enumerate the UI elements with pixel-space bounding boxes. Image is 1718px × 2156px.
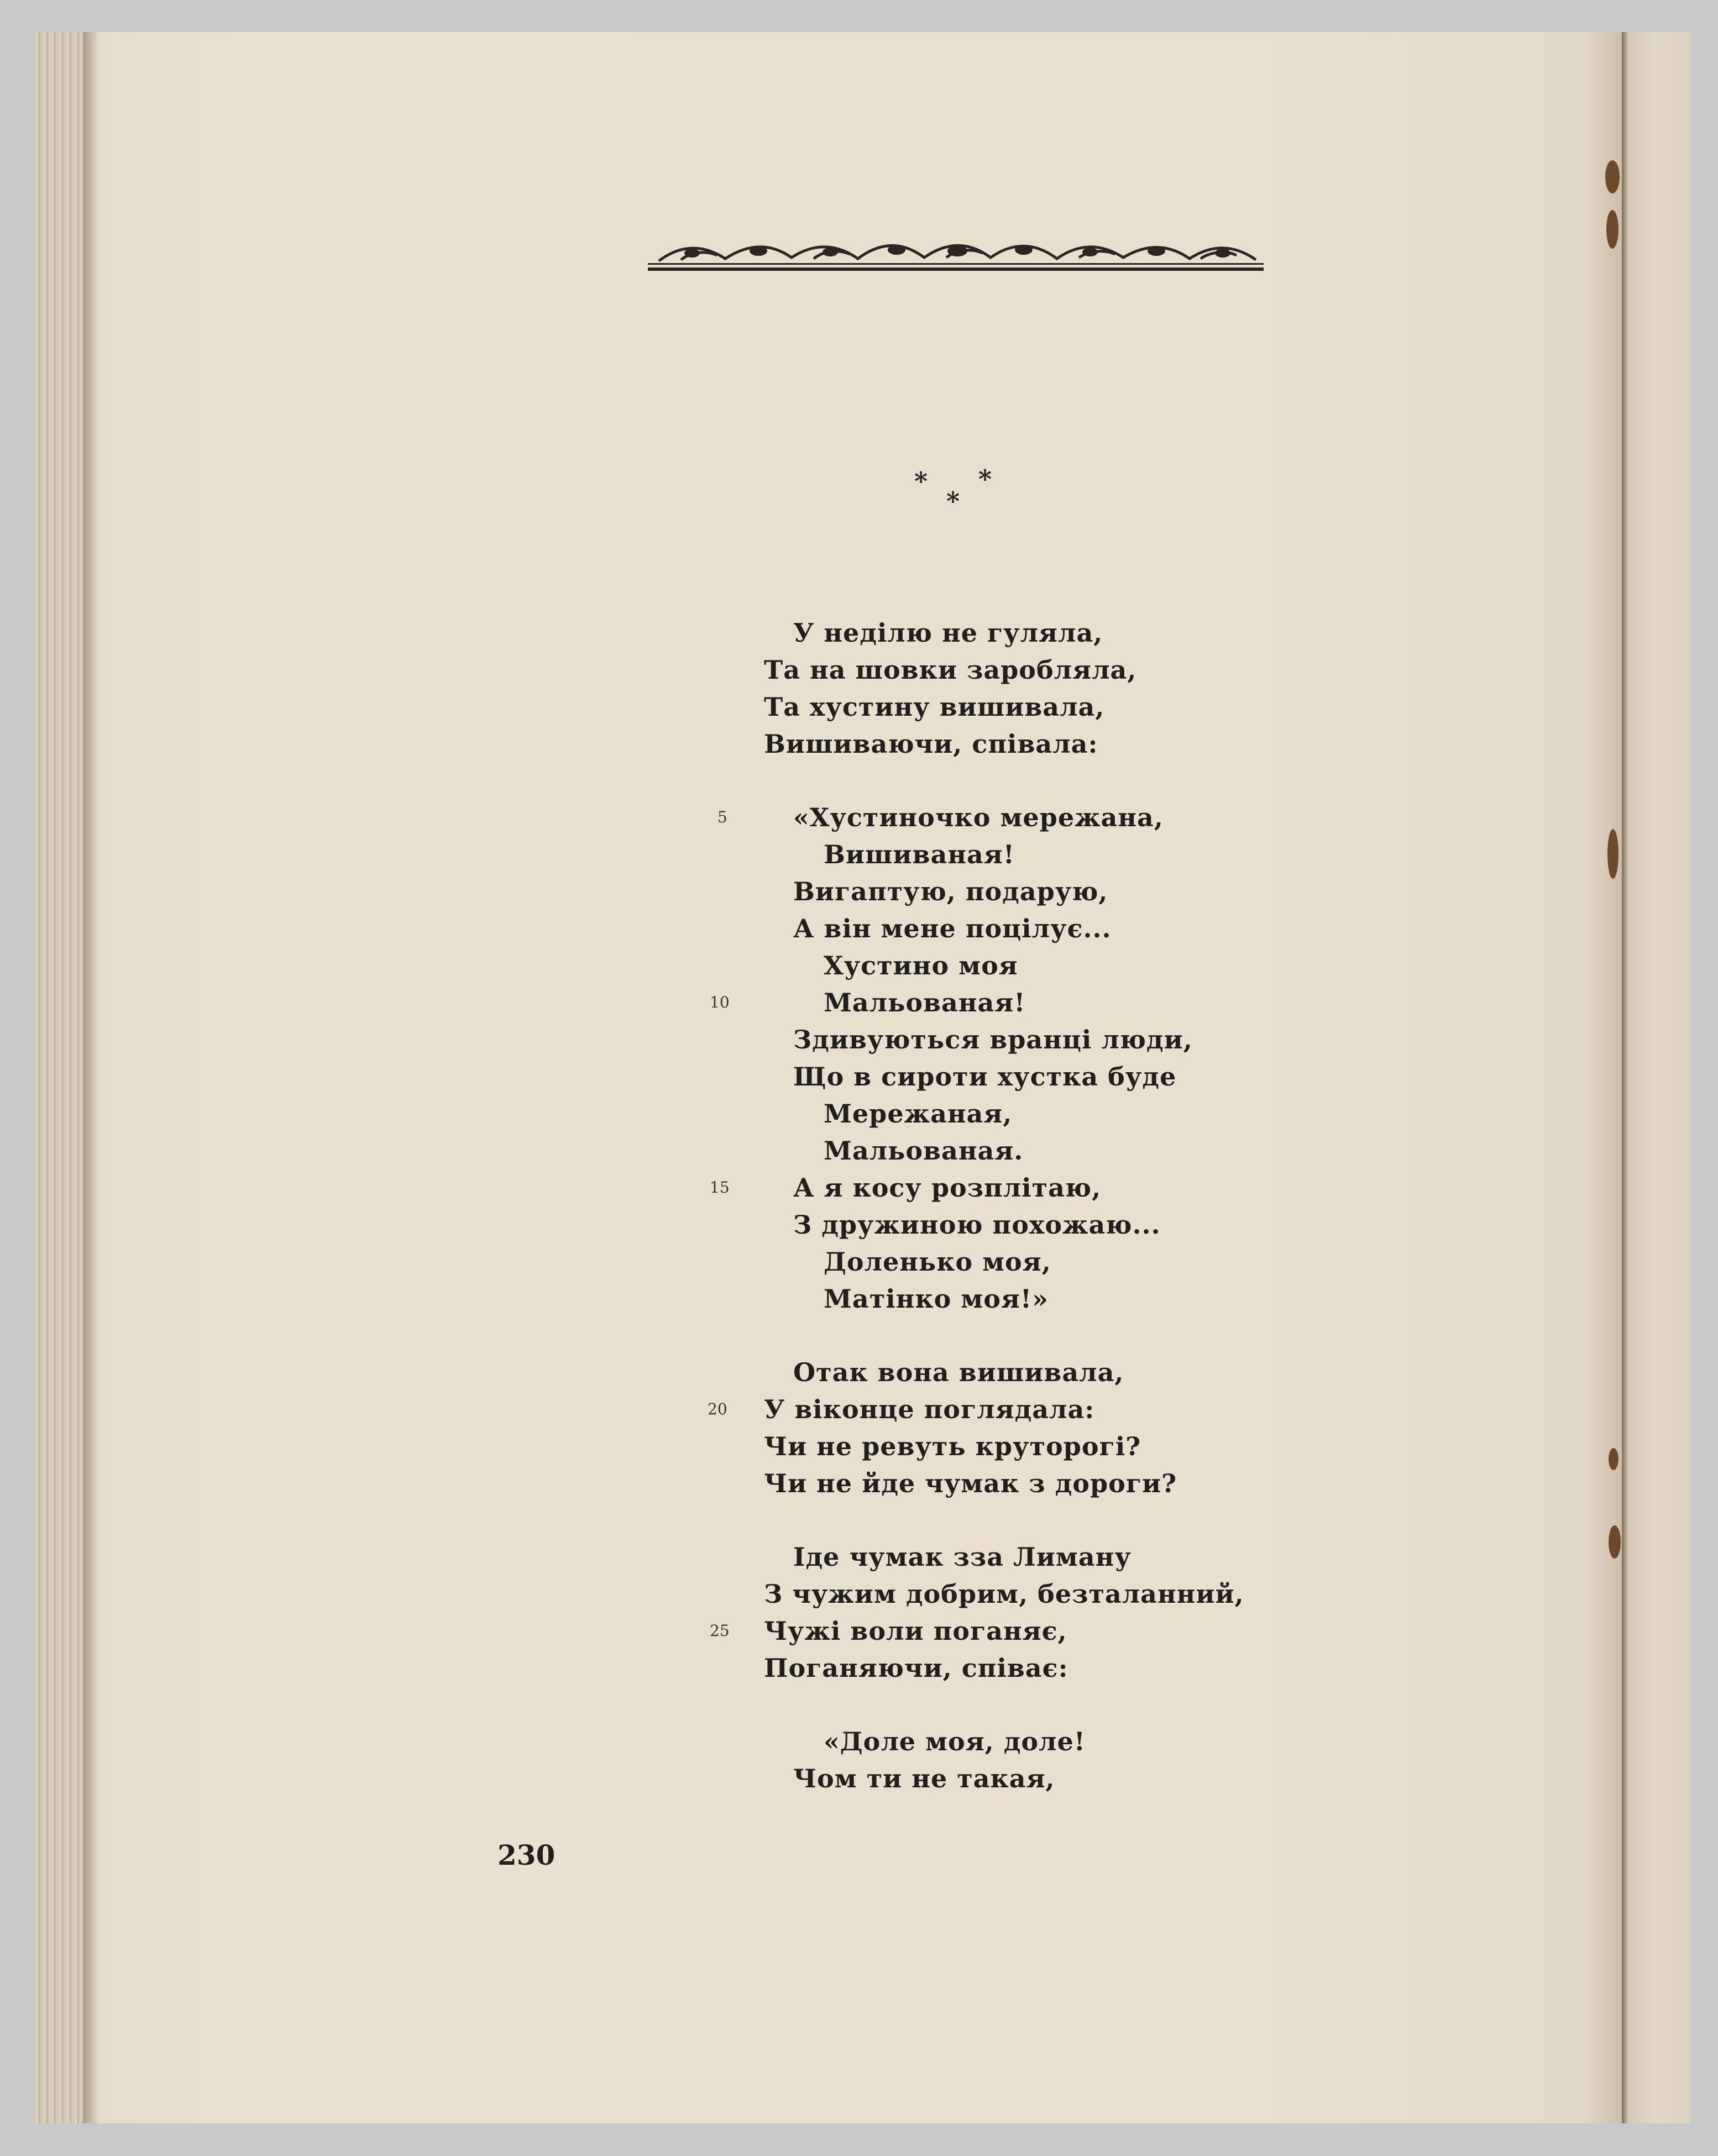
poem-line: «Доле моя, доле! — [824, 1727, 1086, 1756]
poem-line: Чужі воли поганяє, — [764, 1616, 1067, 1646]
poem-line: Доленько моя, — [824, 1247, 1051, 1277]
poem-line: Здивуються вранці люди, — [793, 1025, 1193, 1055]
line-number: 25 — [710, 1622, 730, 1640]
poem-line: Що в сироти хустка буде — [793, 1062, 1177, 1092]
poem-line: Мальованая! — [824, 988, 1026, 1017]
poem-line: Іде чумак зза Лиману — [793, 1542, 1132, 1572]
poem-line: А я косу розплітаю, — [793, 1173, 1102, 1203]
poem-line: Мережаная, — [824, 1099, 1013, 1129]
poem-line: Та хустину вишивала, — [764, 692, 1105, 722]
poem-line: Чом ти не такая, — [793, 1764, 1055, 1793]
poem-line: Чи не ревуть круторогі? — [764, 1431, 1141, 1461]
line-number: 15 — [710, 1178, 730, 1197]
poem-line: Матінко моя!» — [824, 1284, 1049, 1314]
poem-line: Вишиваючи, співала: — [764, 729, 1098, 759]
poem-line: «Хустиночко мережана, — [793, 802, 1164, 832]
poem-line: Поганяючи, співає: — [764, 1653, 1068, 1683]
poem-line: У віконце поглядала: — [764, 1394, 1095, 1424]
poem-line: Отак вона вишивала, — [793, 1357, 1124, 1387]
asterism-icon: * * * — [914, 464, 992, 516]
poem-line: Вишиваная! — [824, 840, 1015, 869]
poem-line: А він мене поцілує... — [793, 914, 1112, 943]
line-number: 10 — [710, 993, 730, 1011]
poem-line: Чи не йде чумак з дороги? — [764, 1468, 1177, 1498]
poem-line: З дружиною похожаю... — [793, 1210, 1161, 1240]
poem-line: Та на шовки заробляла, — [764, 655, 1137, 685]
line-number: 20 — [708, 1400, 727, 1418]
poem-line: У неділю не гуляла, — [793, 618, 1103, 648]
line-number: 5 — [717, 808, 727, 826]
poem-line: Хустино моя — [824, 951, 1018, 980]
page-number: 230 — [497, 1839, 556, 1871]
poem-line: З чужим добрим, безталанний, — [764, 1579, 1244, 1609]
poem-line: Мальованая. — [824, 1136, 1024, 1166]
poem-line: Вигаптую, подарую, — [793, 877, 1108, 906]
